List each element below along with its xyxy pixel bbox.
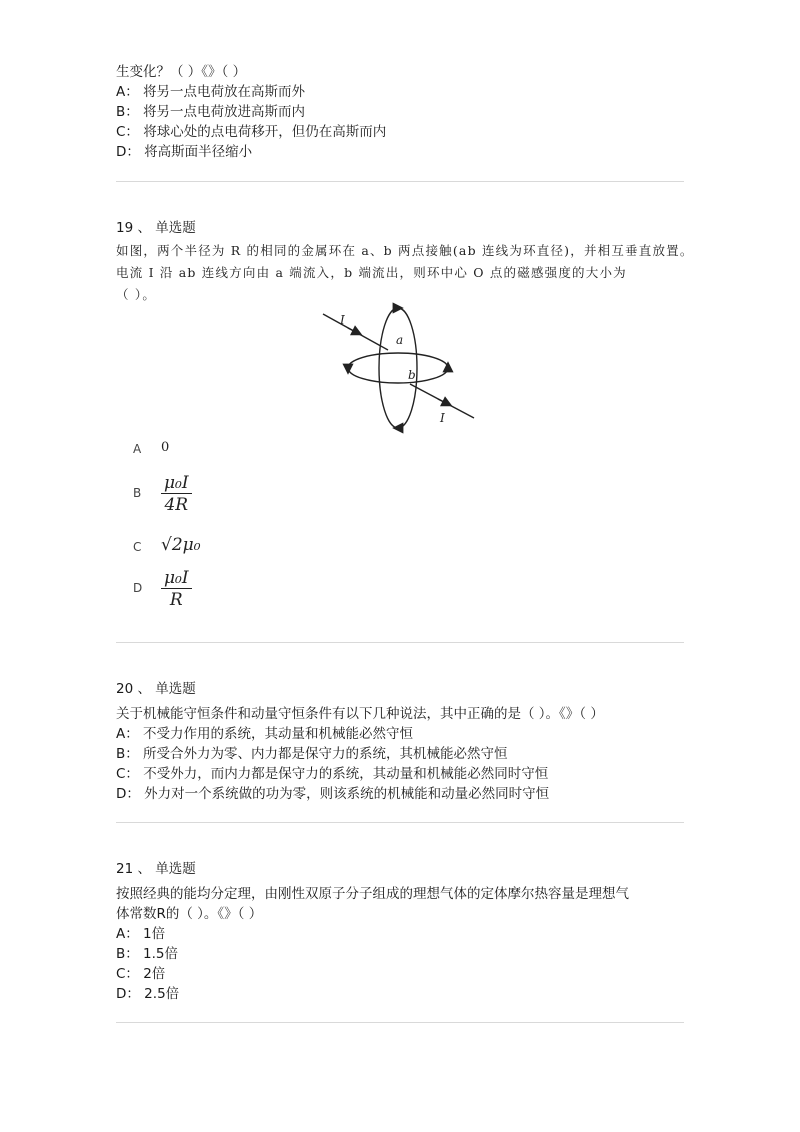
q19-stem-line-3: （ ）。 xyxy=(116,287,157,302)
q19-option-c-value[interactable]: √2μ₀ xyxy=(161,535,201,555)
q21-stem-line-2: 体常数R的（ ）。《》（ ） xyxy=(116,906,263,922)
q19-option-b-letter[interactable]: B xyxy=(133,486,142,500)
q20-option-d[interactable]: D： 外力对一个系统做的功为零，则该系统的机械能和动量必然同时守恒 xyxy=(116,786,550,802)
q20-option-b[interactable]: B： 所受合外力为零、内力都是保守力的系统，其机械能必然守恒 xyxy=(116,746,508,762)
divider xyxy=(116,181,684,182)
label-point-b: b xyxy=(408,368,416,382)
q19-header: 19 、 单选题 xyxy=(116,220,196,236)
q19-option-b-denominator: 4R xyxy=(164,495,189,515)
divider xyxy=(116,1022,684,1023)
q19-option-c-letter[interactable]: C xyxy=(133,540,142,554)
q19-stem-line-1: 如图，两个半径为 R 的相同的金属环在 a、b 两点接触(ab 连线为环直径)，并相互垂直放置。 xyxy=(116,243,694,258)
divider xyxy=(116,642,684,643)
q18-option-d[interactable]: D： 将高斯面半径缩小 xyxy=(116,144,253,160)
q19-option-d-denominator: R xyxy=(169,590,183,610)
q18-stem-tail: 生变化？（ ）《》（ ） xyxy=(116,64,247,80)
horizontal-ring xyxy=(348,353,448,383)
q21-header: 21 、 单选题 xyxy=(116,861,196,877)
q21-option-a[interactable]: A： 1倍 xyxy=(116,926,166,942)
q19-option-b-numerator: μ₀I xyxy=(161,473,192,494)
divider xyxy=(116,822,684,823)
label-current-in: I xyxy=(340,313,345,327)
q19-stem-line-2: 电流 I 沿 ab 连线方向由 a 端流入，b 端流出，则环中心 O 点的磁感强度的大小为 xyxy=(116,265,627,280)
q18-option-a[interactable]: A： 将另一点电荷放在高斯而外 xyxy=(116,84,306,100)
q21-stem-line-1: 按照经典的能均分定理，由刚性双原子分子组成的理想气体的定体摩尔热容量是理想气 xyxy=(116,886,629,902)
q19-option-d-value[interactable] xyxy=(161,568,192,611)
q19-option-d-numerator: μ₀I xyxy=(161,568,192,589)
label-current-out: I xyxy=(440,411,445,425)
q19-option-b-value[interactable] xyxy=(161,473,192,516)
q20-option-a[interactable]: A： 不受力作用的系统，其动量和机械能必然守恒 xyxy=(116,726,414,742)
label-point-a: a xyxy=(396,333,404,347)
q19-option-d-letter[interactable]: D xyxy=(133,581,143,595)
q20-stem: 关于机械能守恒条件和动量守恒条件有以下几种说法，其中正确的是（ ）。《》（ ） xyxy=(116,706,604,722)
q19-option-a-value[interactable]: 0 xyxy=(161,440,170,455)
q20-option-c[interactable]: C： 不受外力，而内力都是保守力的系统，其动量和机械能必然同时守恒 xyxy=(116,766,549,782)
q20-header: 20 、 单选题 xyxy=(116,681,196,697)
q19-option-a-letter[interactable]: A xyxy=(133,442,142,456)
two-rings-figure xyxy=(318,302,480,434)
q21-option-b[interactable]: B： 1.5倍 xyxy=(116,946,179,962)
q21-option-d[interactable]: D： 2.5倍 xyxy=(116,986,180,1002)
q18-option-b[interactable]: B： 将另一点电荷放进高斯而内 xyxy=(116,104,306,120)
q18-option-c[interactable]: C： 将球心处的点电荷移开，但仍在高斯而内 xyxy=(116,124,387,140)
q21-option-c[interactable]: C： 2倍 xyxy=(116,966,166,982)
